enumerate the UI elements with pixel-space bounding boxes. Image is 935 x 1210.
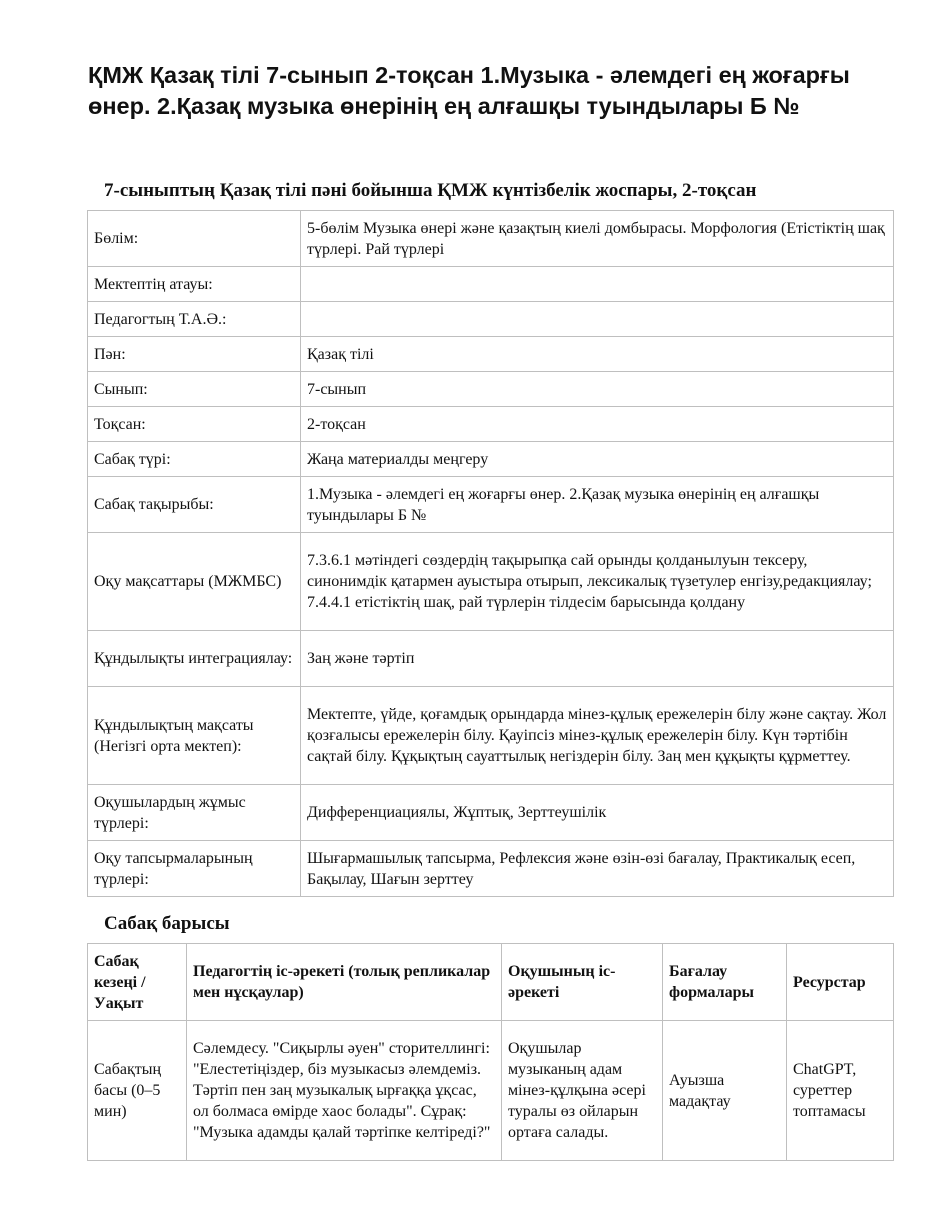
row-value <box>301 267 894 302</box>
table-row <box>88 477 894 533</box>
row-value: Жаңа материалды меңгеру <box>301 442 894 477</box>
row-value: 1.Музыка - әлемдегі ең жоғарғы өнер. 2.Қазақ музыка өнерінің ең алғашқы туындылары Б № <box>301 477 894 533</box>
student-activity-cell: Оқушылар музыканың адам мінез-құлқына әсері туралы өз ойларын ортаға салады. <box>502 1021 663 1161</box>
table-row <box>88 841 894 897</box>
row-label: Тоқсан: <box>88 407 301 442</box>
assessment-cell: Ауызша мадақтау <box>663 1021 787 1161</box>
row-label: Оқу мақсаттары (МЖМБС) <box>88 533 301 631</box>
row-label: Сынып: <box>88 372 301 407</box>
table-row <box>88 211 894 267</box>
row-value: Қазақ тілі <box>301 337 894 372</box>
row-label: Педагогтың Т.А.Ә.: <box>88 302 301 337</box>
row-label: Құндылықтың мақсаты (Негізгі орта мектеп): <box>88 687 301 785</box>
table-row <box>88 407 894 442</box>
table-header-row <box>88 944 894 1021</box>
table-row <box>88 372 894 407</box>
teacher-activity-cell: Сәлемдесу. "Сиқырлы әуен" сторителлингі: "Елестетіңіздер, біз музыкасыз әлемдеміз. Тәртіп пен заң музыкалық ырғаққа ұқсас, ол болмаса өмірде хаос болады". Сұрақ: "Музыка адамды қалай тәртіпке келтіреді?" <box>187 1021 502 1161</box>
column-header: Ресурстар <box>787 944 894 1021</box>
resources-cell: ChatGPT, суреттер топтамасы <box>787 1021 894 1161</box>
row-label: Құндылықты интеграциялау: <box>88 631 301 687</box>
row-label: Мектептің атауы: <box>88 267 301 302</box>
row-label: Сабақ тақырыбы: <box>88 477 301 533</box>
table-row <box>88 442 894 477</box>
column-header: Сабақ кезеңі / Уақыт <box>88 944 187 1021</box>
row-value: 7-сынып <box>301 372 894 407</box>
row-value: 5-бөлім Музыка өнері және қазақтың киелі домбырасы. Морфология (Етістіктің шақ түрлері. Рай түрлері <box>301 211 894 267</box>
table-row <box>88 687 894 785</box>
stage-cell: Сабақтың басы (0–5 мин) <box>88 1021 187 1161</box>
table-row <box>88 302 894 337</box>
row-value: Шығармашылық тапсырма, Рефлексия және өзін-өзі бағалау, Практикалық есеп, Бақылау, Шағын зерттеу <box>301 841 894 897</box>
column-header: Педагогтің іс-әрекеті (толық репликалар мен нұсқаулар) <box>187 944 502 1021</box>
row-value: Мектепте, үйде, қоғамдық орындарда мінез-құлық ережелерін білу және сақтау. Жол қозғалысы ережелерін білу. Қауіпсіз мінез-құлық ережелерін білу. Күн тәртібін сақтай білу. Құқықтың сауаттылық негіздерін білу. Заң мен құқықты құрметтеу. <box>301 687 894 785</box>
table-row <box>88 785 894 841</box>
table-row <box>88 631 894 687</box>
row-label: Сабақ түрі: <box>88 442 301 477</box>
lesson-table <box>87 943 894 1161</box>
column-header: Оқушының іс-әрекеті <box>502 944 663 1021</box>
row-label: Оқушылардың жұмыс түрлері: <box>88 785 301 841</box>
row-label: Оқу тапсырмаларының түрлері: <box>88 841 301 897</box>
table-row <box>88 533 894 631</box>
row-value <box>301 302 894 337</box>
row-value: Дифференциациялы, Жұптық, Зерттеушілік <box>301 785 894 841</box>
plan-heading: 7-сыныптың Қазақ тілі пәні бойынша ҚМЖ күнтізбелік жоспары, 2-тоқсан <box>104 180 757 201</box>
row-value: 2-тоқсан <box>301 407 894 442</box>
document-title: ҚМЖ Қазақ тілі 7-сынып 2-тоқсан 1.Музыка - әлемдегі ең жоғарғы өнер. 2.Қазақ музыка өнерінің ең алғашқы туындылары Б № <box>88 62 850 119</box>
row-value: Заң және тәртіп <box>301 631 894 687</box>
row-value: 7.3.6.1 мәтіндегі сөздердің тақырыпқа сай орынды қолданылуын тексеру, синонимдік қатармен ауыстыра отырып, лексикалық түзетулер енгізу,редакциялау; 7.4.4.1 етістіктің шақ, рай түрлерін тілдесім барысында қолдану <box>301 533 894 631</box>
table-row <box>88 1021 894 1161</box>
table-row <box>88 337 894 372</box>
row-label: Бөлім: <box>88 211 301 267</box>
column-header: Бағалау формалары <box>663 944 787 1021</box>
info-table <box>87 210 894 897</box>
table-row <box>88 267 894 302</box>
row-label: Пән: <box>88 337 301 372</box>
lesson-heading: Сабақ барысы <box>104 913 230 934</box>
